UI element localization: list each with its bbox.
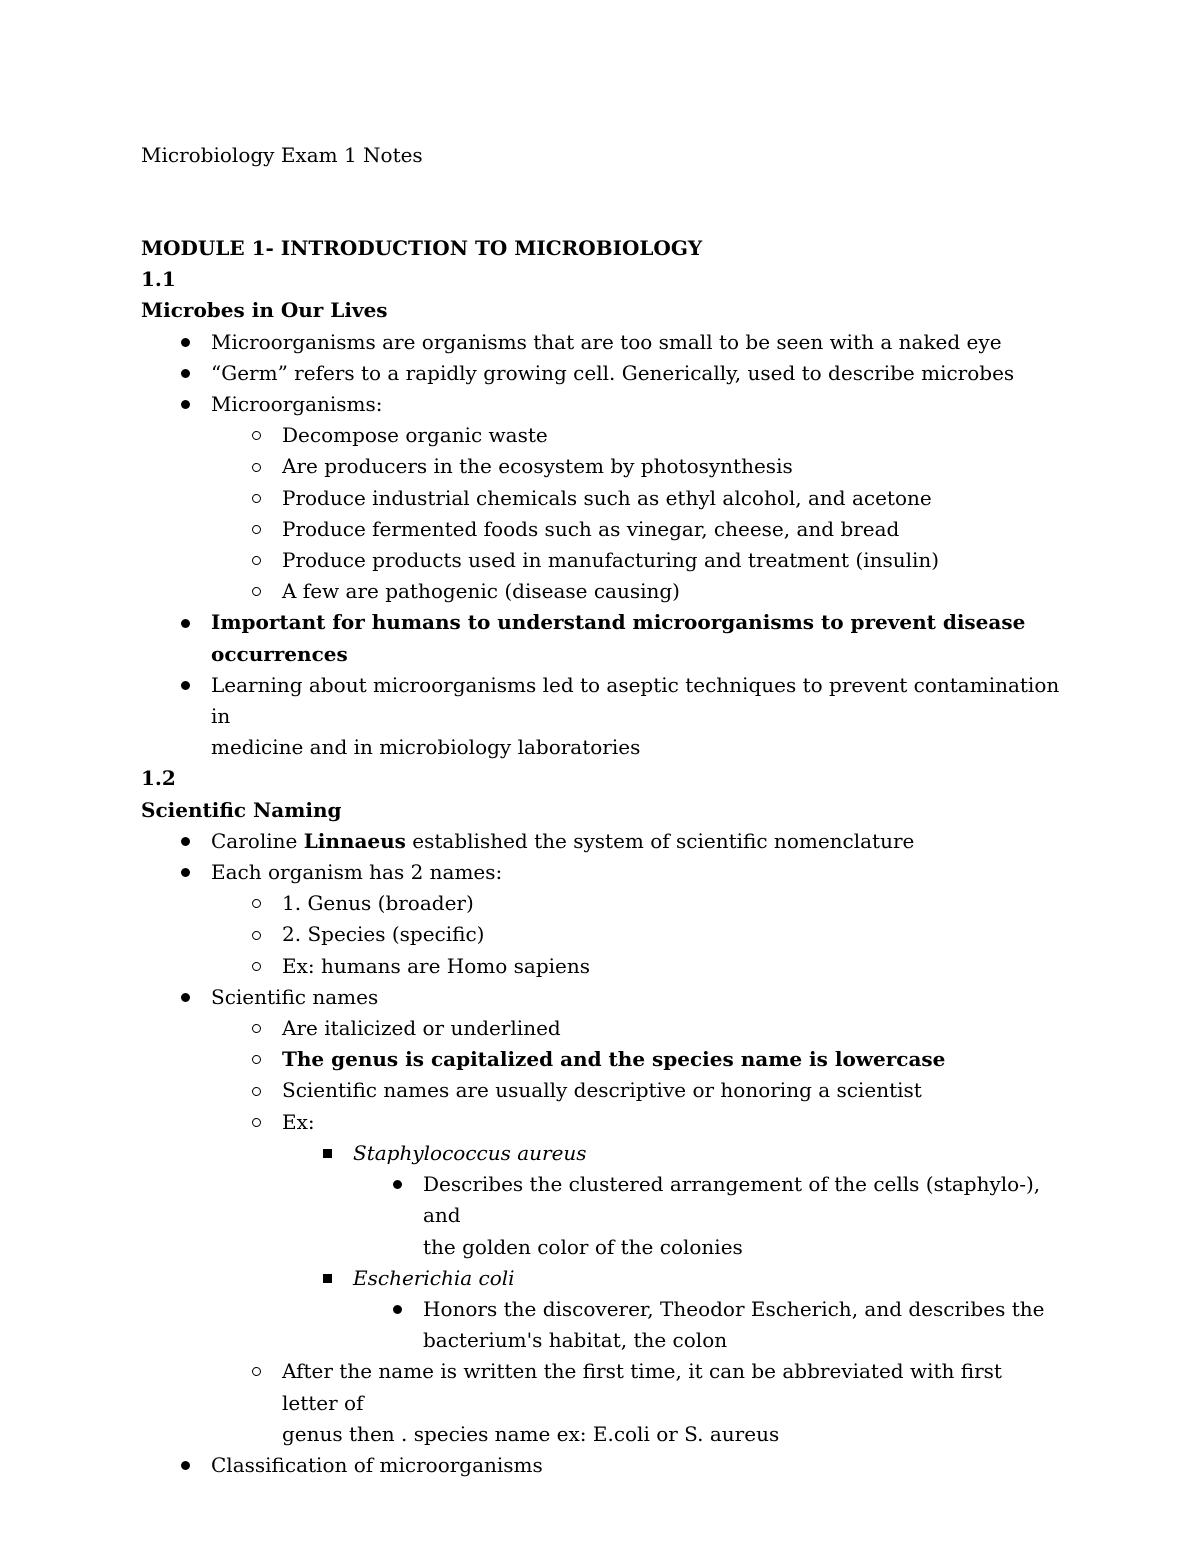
list-item	[141, 1013, 1061, 1044]
list-item	[141, 1356, 1061, 1450]
bullet-dot-icon	[175, 389, 195, 420]
list-item-text: Decompose organic waste	[282, 423, 548, 448]
list-item	[141, 951, 1061, 982]
list-item-text: Scientific names	[211, 984, 379, 1009]
bullet-circle-icon	[246, 483, 266, 514]
list-item-text: Each organism has 2 names:	[211, 860, 503, 885]
list-item	[141, 1138, 1061, 1169]
list-item-text: A few are pathogenic (disease causing)	[282, 579, 680, 604]
bullet-dot-icon	[175, 982, 195, 1013]
bullet-dot-icon	[175, 857, 195, 888]
list-item	[141, 982, 1061, 1013]
list-item	[141, 545, 1061, 576]
list-item-text: After the name is written the first time, it can be abbreviated with first letter of	[282, 1359, 1002, 1415]
list-item	[141, 919, 1061, 950]
bullet-dot-icon	[175, 327, 195, 358]
list-item-text: Ex: humans are Homo sapiens	[282, 953, 591, 978]
list-item-text: “Germ” refers to a rapidly growing cell. Generically, used to describe microbes	[211, 360, 1015, 385]
list-item	[141, 514, 1061, 545]
list-item	[141, 826, 1061, 857]
list-item	[141, 1075, 1061, 1106]
list-item	[141, 1294, 1061, 1356]
list-item-text: Produce fermented foods such as vinegar, cheese, and bread	[282, 516, 900, 541]
linnaeus-suffix: established the system of scientific nomenclature	[405, 828, 915, 853]
bullet-dot-icon	[175, 607, 195, 638]
list-item	[141, 670, 1061, 764]
bullet-dot-icon	[175, 358, 195, 389]
list-item-text: Are producers in the ecosystem by photosynthesis	[282, 454, 793, 479]
list-item-text: Honors the discoverer, Theodor Escherich, and describes the	[423, 1296, 1045, 1321]
list-item-text: Escherichia coli	[353, 1265, 515, 1290]
list-item-text-continued: occurrences	[211, 641, 348, 666]
section-heading-scientific-naming: Scientific Naming	[141, 797, 342, 822]
bullet-circle-icon	[246, 451, 266, 482]
bullet-square-icon	[317, 1263, 337, 1294]
list-item-text: Produce industrial chemicals such as ethyl alcohol, and acetone	[282, 485, 932, 510]
bullet-circle-icon	[246, 420, 266, 451]
list-item	[141, 576, 1061, 607]
section-1-2-list	[141, 826, 1061, 1481]
linnaeus-name: Linnaeus	[303, 828, 406, 853]
bullet-circle-icon	[246, 951, 266, 982]
list-item-text	[211, 826, 1061, 857]
list-item-text: Microorganisms are organisms that are too small to be seen with a naked eye	[211, 329, 1002, 354]
list-item-text: Produce products used in manufacturing and treatment (insulin)	[282, 548, 940, 573]
list-item-text: Are italicized or underlined	[282, 1016, 561, 1041]
list-item-text: 1. Genus (broader)	[282, 891, 474, 916]
list-item-text: Learning about microorganisms led to aseptic techniques to prevent contamination in	[211, 672, 1060, 729]
list-item-text: Staphylococcus aureus	[353, 1140, 587, 1165]
list-item	[141, 1263, 1061, 1294]
list-item	[141, 857, 1061, 888]
bullet-circle-icon	[246, 576, 266, 607]
list-item	[141, 389, 1061, 420]
list-item-text-continued: genus then . species name ex: E.coli or S. aureus	[282, 1421, 780, 1446]
list-item	[141, 358, 1061, 389]
list-item-text-continued: the golden color of the colonies	[423, 1234, 743, 1259]
section-heading-microbes: Microbes in Our Lives	[141, 298, 388, 323]
list-item-text: The genus is capitalized and the species name is lowercase	[282, 1047, 946, 1072]
list-item	[141, 1107, 1061, 1138]
list-item	[141, 607, 1061, 669]
document-title: Microbiology Exam 1 Notes	[141, 143, 423, 167]
bullet-circle-icon	[246, 1356, 266, 1387]
bullet-circle-icon	[246, 1107, 266, 1138]
list-item-text: Important for humans to understand microorganisms to prevent disease	[211, 610, 1026, 635]
list-item	[141, 327, 1061, 358]
list-item	[141, 888, 1061, 919]
section-number-1-2: 1.2	[141, 766, 176, 791]
document-content	[141, 233, 1061, 1481]
bullet-dot-icon	[387, 1294, 407, 1325]
list-item	[141, 420, 1061, 451]
list-item	[141, 483, 1061, 514]
bullet-square-icon	[317, 1138, 337, 1169]
bullet-circle-icon	[246, 514, 266, 545]
module-heading: MODULE 1- INTRODUCTION TO MICROBIOLOGY	[141, 236, 703, 260]
section-number-1-1: 1.1	[141, 267, 176, 292]
linnaeus-prefix: Caroline	[211, 828, 304, 853]
list-item-text: Classification of microorganisms	[211, 1452, 543, 1477]
list-item-text: Describes the clustered arrangement of the cells (staphylo-), and	[423, 1172, 1041, 1228]
list-item-text-continued: medicine and in microbiology laboratories	[211, 735, 641, 760]
list-item-text: Scientific names are usually descriptive or honoring a scientist	[282, 1078, 922, 1103]
list-item-text: Ex:	[282, 1109, 315, 1134]
bullet-circle-icon	[246, 888, 266, 919]
list-item	[141, 451, 1061, 482]
bullet-circle-icon	[246, 545, 266, 576]
bullet-circle-icon	[246, 919, 266, 950]
list-item-text: 2. Species (specific)	[282, 922, 485, 947]
list-item-text-continued: bacterium's habitat, the colon	[423, 1328, 728, 1353]
list-item	[141, 1044, 1061, 1075]
bullet-circle-icon	[246, 1044, 266, 1075]
bullet-dot-icon	[175, 1450, 195, 1481]
bullet-circle-icon	[246, 1013, 266, 1044]
bullet-dot-icon	[175, 826, 195, 857]
bullet-circle-icon	[246, 1075, 266, 1106]
list-item	[141, 1450, 1061, 1481]
section-1-1-list	[141, 327, 1061, 764]
bullet-dot-icon	[387, 1169, 407, 1200]
list-item-text: Microorganisms:	[211, 392, 383, 417]
bullet-dot-icon	[175, 670, 195, 701]
list-item	[141, 1169, 1061, 1263]
